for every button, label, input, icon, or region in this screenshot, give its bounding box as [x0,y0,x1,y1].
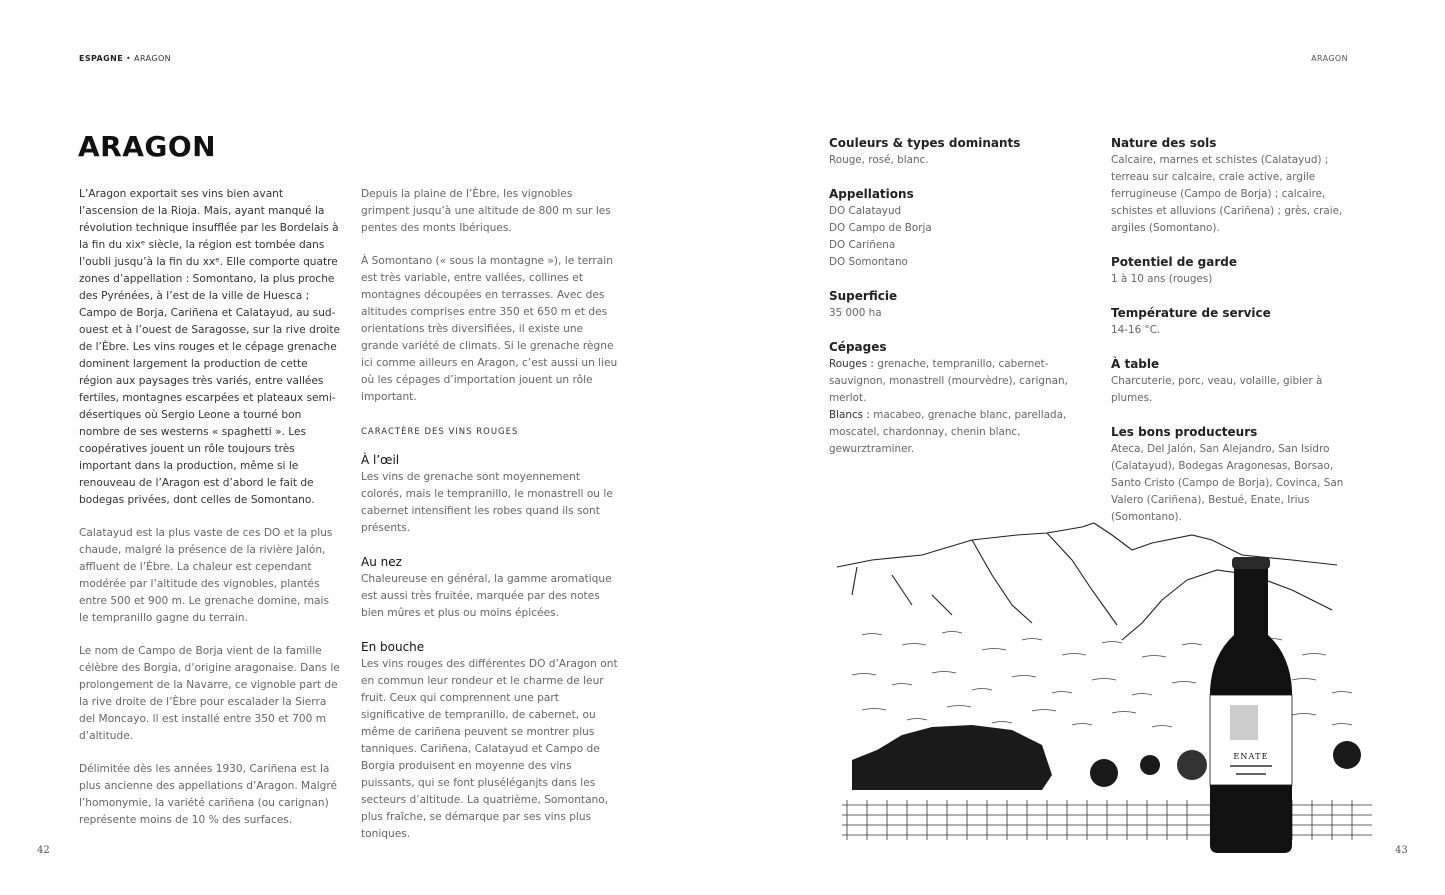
campo-de-borja-paragraph: Le nom de Campo de Borja vient de la famille célèbre des Borgia, d’origine aragonaise. Dans le prolongement de la Navarre, ce vignoble part de la rive droite de l’Èbre pour escalader la Sierra del Moncayo. Il est installé entre 350 et 700 m d’altitude. [79,645,340,742]
fact-appellations [829,185,1094,271]
fact-title: Température de service [1111,306,1271,320]
fact-text: Rouge, rosé, blanc. [829,154,929,166]
calatayud-paragraph: Calatayud est la plus vaste de ces DO et la plus chaude, malgré la présence de la rivière Jalón, affluent de l’Èbre. La chaleur est cependant modérée par l’altitude des vignobles, plantés entre 500 et 900 m. Le grenache domine, mais le tempranillo gagne du terrain. [79,527,333,624]
ebre-paragraph: Depuis la plaine de l’Èbre, les vignobles grimpent jusqu’à une altitude de 800 m sur les pentes des monts Ibériques. [361,188,611,234]
intro-paragraph: L’Aragon exportait ses vins bien avant l’ascension de la Rioja. Mais, ayant manqué la révolution technique insufflée par les Bordelais à la fin du xixᵉ siècle, la région est tombée dans l’oubli jusqu’à la fin du xxᵉ. Elle comporte quatre zones d’appellation : Somontano, la plus proche des Pyrénées, à l’est de la ville de Huesca ; Campo de Borja, Cariñena et Calatayud, au sud-ouest et à l’ouest de Saragosse, sur la rive droite de l’Èbre. Les vins rouges et le cépage grenache dominent largement la production de cette région aux paysages très variés, entre vallées fertiles, montagnes escarpées et plateaux semi-désertiques où Sergio Leone a tourné bon nombre de ses westerns « spaghetti ». Les coopératives jouent un rôle toujours très important dans la production, même si le renouveau de l’Aragon est d’abord le fait de bodegas privées, dont celles de Somontano. [79,188,341,506]
running-header-country: ESPAGNE [79,54,124,63]
fact-text: 14-16 °C. [1111,324,1161,336]
fact-temperature [1111,304,1366,339]
fact-text: Calcaire, marnes et schistes (Calatayud) ; terreau sur calcaire, craie active, argile ferrugineuse (Campo de Borja) ; calcaire, schistes et alluvions (Cariñena) ; grès, craie, argiles (Somontano). [1111,154,1343,234]
appellation-item: DO Campo de Borja [829,222,932,234]
fact-table [1111,355,1366,407]
page-title: ARAGON [78,130,217,163]
fact-title: Cépages [829,340,887,354]
cepages-rouges-label: Rouges : [829,358,874,370]
fact-text: 1 à 10 ans (rouges) [1111,273,1213,285]
cepages-blancs [829,407,1094,458]
section-title-caractere: CARACTÈRE DES VINS ROUGES [361,427,519,437]
body-column-1 [79,186,341,845]
subsection-title: En bouche [361,640,425,654]
fact-title: Appellations [829,187,914,201]
cepages-rouges-text: grenache, tempranillo, cabernet-sauvignon, monastrell (mourvèdre), carignan, merlot. [829,358,1068,404]
cepages-rouges [829,356,1094,407]
subsection-bouche [361,638,623,843]
fact-title: Potentiel de garde [1111,255,1237,269]
carinena-paragraph: Délimitée dès les années 1930, Cariñena est la plus ancienne des appellations d’Aragon. Malgré l’homonymie, la variété cariñena (ou carignan) représente moins de 10 % des surfaces. [79,763,338,826]
fact-title: Superficie [829,289,898,303]
somontano-paragraph: À Somontano (« sous la montagne »), le terrain est très variable, entre vallées, collines et montagnes découpées en terrasses. Avec des altitudes comprises entre 350 et 650 m et des orientations très diversifiées, il existe une grande variété de climats. Si le grenache règne ici comme ailleurs en Aragon, c’est aussi un lieu où les cépages d’importation jouent un rôle important. [361,255,618,403]
wine-bottle [1210,557,1292,853]
fact-title: Les bons producteurs [1111,425,1258,439]
landscape-illustration [832,515,1392,855]
appellation-item: DO Somontano [829,256,908,268]
fact-title: Couleurs & types dominants [829,136,1021,150]
fact-title: À table [1111,357,1160,371]
cepages-blancs-label: Blancs : [829,409,870,421]
cepages-blancs-text: macabeo, grenache blanc, parellada, moscatel, chardonnay, chenin blanc, gewurztraminer. [829,409,1067,455]
body-column-2 [361,186,623,859]
appellation-item: DO Cariñena [829,239,896,251]
running-header-separator: • [126,54,132,63]
fact-superficie [829,287,1094,322]
facts-column-right [1111,134,1366,542]
subsection-text: Les vins rouges des différentes DO d’Aragon ont en commun leur rondeur et le charme de leur fruit. Ceux qui comprennent une part significative de tempranillo, de cabernet, ou même de cariñena peuvent se montrer plus tanniques. Cariñena, Calatayud et Campo de Borgia produisent en moyenne des vins puissants, qui se font pluséléganjts dans les secteurs d’altitude. La quatrième, Somontano, plus fraîche, se démarque par ses vins plus toniques. [361,658,618,840]
fact-couleurs [829,134,1094,169]
vineyard-rows [842,800,1372,840]
fact-text: Charcuterie, porc, veau, volaille, gibier à plumes. [1111,375,1323,404]
fact-text: 35 000 ha [829,307,882,319]
running-header-right: ARAGON [1311,54,1348,63]
fact-producteurs [1111,423,1366,526]
subsection-text: Chaleureuse en général, la gamme aromatique est aussi très fruitée, marquée par des notes bien mûres et plus ou moins épicées. [361,573,612,619]
fact-title: Nature des sols [1111,136,1217,150]
subsection-nez [361,553,623,622]
bottle-label-text: ENATE [1233,752,1269,761]
running-header-region: ARAGON [134,54,172,63]
fact-cepages [829,338,1094,458]
subsection-oeil [361,451,623,537]
fact-sols [1111,134,1366,237]
page-number-left: 42 [37,845,50,856]
subsection-title: Au nez [361,555,402,569]
fact-text: Ateca, Del Jalón, San Alejandro, San Isidro (Calatayud), Bodegas Aragonesas, Borsao, Santo Cristo (Campo de Borja), Covinca, San Valero (Cariñena), Bestué, Enate, Irius (Somontano). [1111,443,1344,523]
subsection-text: Les vins de grenache sont moyennement colorés, mais le tempranillo, le monastrell ou le cabernet intensifient les robes quand ils sont présents. [361,471,613,534]
subsection-title: À l’œil [361,453,400,467]
running-header-left [79,54,171,63]
appellation-item: DO Calatayud [829,205,902,217]
facts-column-left [829,134,1094,474]
page-number-right: 43 [1395,845,1408,856]
fact-garde [1111,253,1366,288]
